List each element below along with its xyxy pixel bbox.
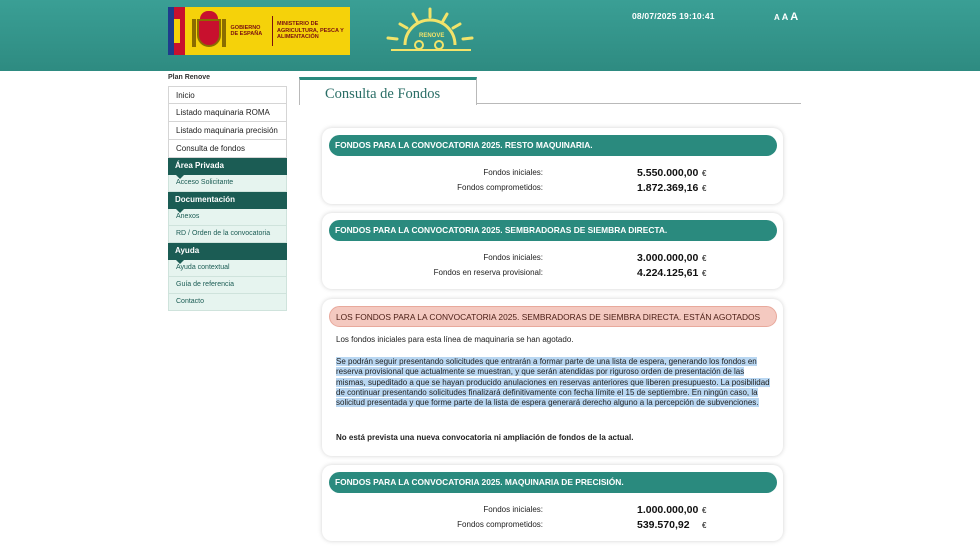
funds-label: Fondos iniciales: — [483, 253, 543, 262]
funds-value: 3.000.000,00 — [637, 252, 699, 264]
card-title: FONDOS PARA LA CONVOCATORIA 2025. RESTO MAQUINARIA. — [329, 135, 777, 156]
sidebar-heading-area-privada: Área Privada — [168, 158, 287, 175]
funds-label: Fondos iniciales: — [483, 505, 543, 514]
notice-paragraph-bold: No está prevista una nueva convocatoria ni ampliación de fondos de la actual. — [336, 433, 634, 442]
sidebar-heading-documentacion: Documentación — [168, 192, 287, 209]
funds-value: 1.872.369,16 — [637, 182, 699, 194]
current-datetime: 08/07/2025 19:10:41 — [632, 11, 715, 21]
tab-underline — [476, 103, 801, 104]
selected-text: Se podrán seguir presentando solicitudes que entrarán a formar parte de una lista de espera, generando los fondos en reserva provisional que actualmente se muestran, y que serán atendidas por riguroso orden de presentación de las mismas, supeditado a que se hayan producido anulaciones en reservas anteriores que liberen presupuesto. La posibilidad de continuar presentando solicitudes finalizará definitivamente con fecha límite el 15 de septiembre. En ningún caso, la solicitud presentada y que forme parte de la lista de espera generará derecho alguno a la percepción de subvenciones. — [336, 357, 770, 408]
currency-symbol: € — [702, 184, 707, 193]
funds-label: Fondos iniciales: — [483, 168, 543, 177]
currency-symbol: € — [702, 269, 707, 278]
ministry-label: MINISTERIO DE AGRICULTURA, PESCA Y ALIMENTACIÓN — [276, 21, 344, 41]
funds-card-resto-maquinaria — [322, 128, 783, 204]
currency-symbol: € — [702, 506, 707, 515]
sidebar-item-anexos[interactable]: Anexos — [168, 209, 287, 226]
page-title: Consulta de Fondos — [325, 86, 441, 102]
sidebar-item-listado-roma[interactable]: Listado maquinaria ROMA — [168, 104, 287, 122]
funds-card-precision — [322, 465, 783, 541]
funds-value: 4.224.125,61 — [637, 267, 699, 279]
currency-symbol: € — [702, 521, 707, 530]
renove-label: RENOVE — [419, 33, 445, 39]
government-logo[interactable] — [168, 7, 350, 55]
funds-value: 1.000.000,00 — [637, 504, 699, 516]
sidebar-item-guia-referencia[interactable]: Guía de referencia — [168, 277, 287, 294]
site-header — [0, 0, 980, 71]
font-size-medium-button[interactable]: A — [781, 12, 789, 22]
currency-symbol: € — [702, 254, 707, 263]
notice-paragraph-selected — [336, 357, 770, 408]
sidebar-nav — [168, 72, 287, 311]
sidebar-heading-ayuda: Ayuda — [168, 243, 287, 260]
funds-label: Fondos en reserva provisional: — [433, 268, 543, 277]
notice-paragraph: Los fondos iniciales para esta línea de maquinaria se han agotado. — [336, 335, 574, 344]
font-size-controls — [774, 11, 798, 23]
funds-exhausted-notice — [322, 299, 783, 456]
coat-of-arms-icon — [191, 11, 227, 51]
spain-flag-icon — [168, 7, 185, 55]
sidebar-title: Plan Renove — [168, 74, 211, 81]
funds-card-sembradoras — [322, 213, 783, 289]
tab-consulta-fondos[interactable] — [299, 77, 477, 105]
card-title: FONDOS PARA LA CONVOCATORIA 2025. SEMBRADORAS DE SIEMBRA DIRECTA. — [329, 220, 777, 241]
funds-value: 5.550.000,00 — [637, 167, 699, 179]
funds-value: 539.570,92 — [637, 519, 690, 531]
funds-label: Fondos comprometidos: — [457, 183, 543, 192]
funds-label: Fondos comprometidos: — [457, 520, 543, 529]
renove-logo[interactable] — [383, 5, 477, 57]
exhausted-warning-title: LOS FONDOS PARA LA CONVOCATORIA 2025. SEMBRADORAS DE SIEMBRA DIRECTA. ESTÁN AGOTADOS — [329, 306, 777, 327]
sidebar-item-acceso-solicitante[interactable]: Acceso Solicitante — [168, 175, 287, 192]
sun-tractor-icon — [383, 5, 477, 57]
font-size-small-button[interactable]: A — [774, 13, 780, 22]
sidebar-item-consulta-fondos[interactable]: Consulta de fondos — [168, 140, 287, 158]
government-label: GOBIERNO DE ESPAÑA — [230, 25, 263, 37]
sidebar-item-rd-orden[interactable]: RD / Orden de la convocatoria — [168, 226, 287, 243]
font-size-large-button[interactable]: A — [790, 11, 799, 23]
currency-symbol: € — [702, 169, 707, 178]
card-title: FONDOS PARA LA CONVOCATORIA 2025. MAQUINARIA DE PRECISIÓN. — [329, 472, 777, 493]
sidebar-item-inicio[interactable]: Inicio — [168, 86, 287, 104]
sidebar-item-ayuda-contextual[interactable]: Ayuda contextual — [168, 260, 287, 277]
sidebar-item-contacto[interactable]: Contacto — [168, 294, 287, 311]
sidebar-item-listado-precision[interactable]: Listado maquinaria precisión — [168, 122, 287, 140]
